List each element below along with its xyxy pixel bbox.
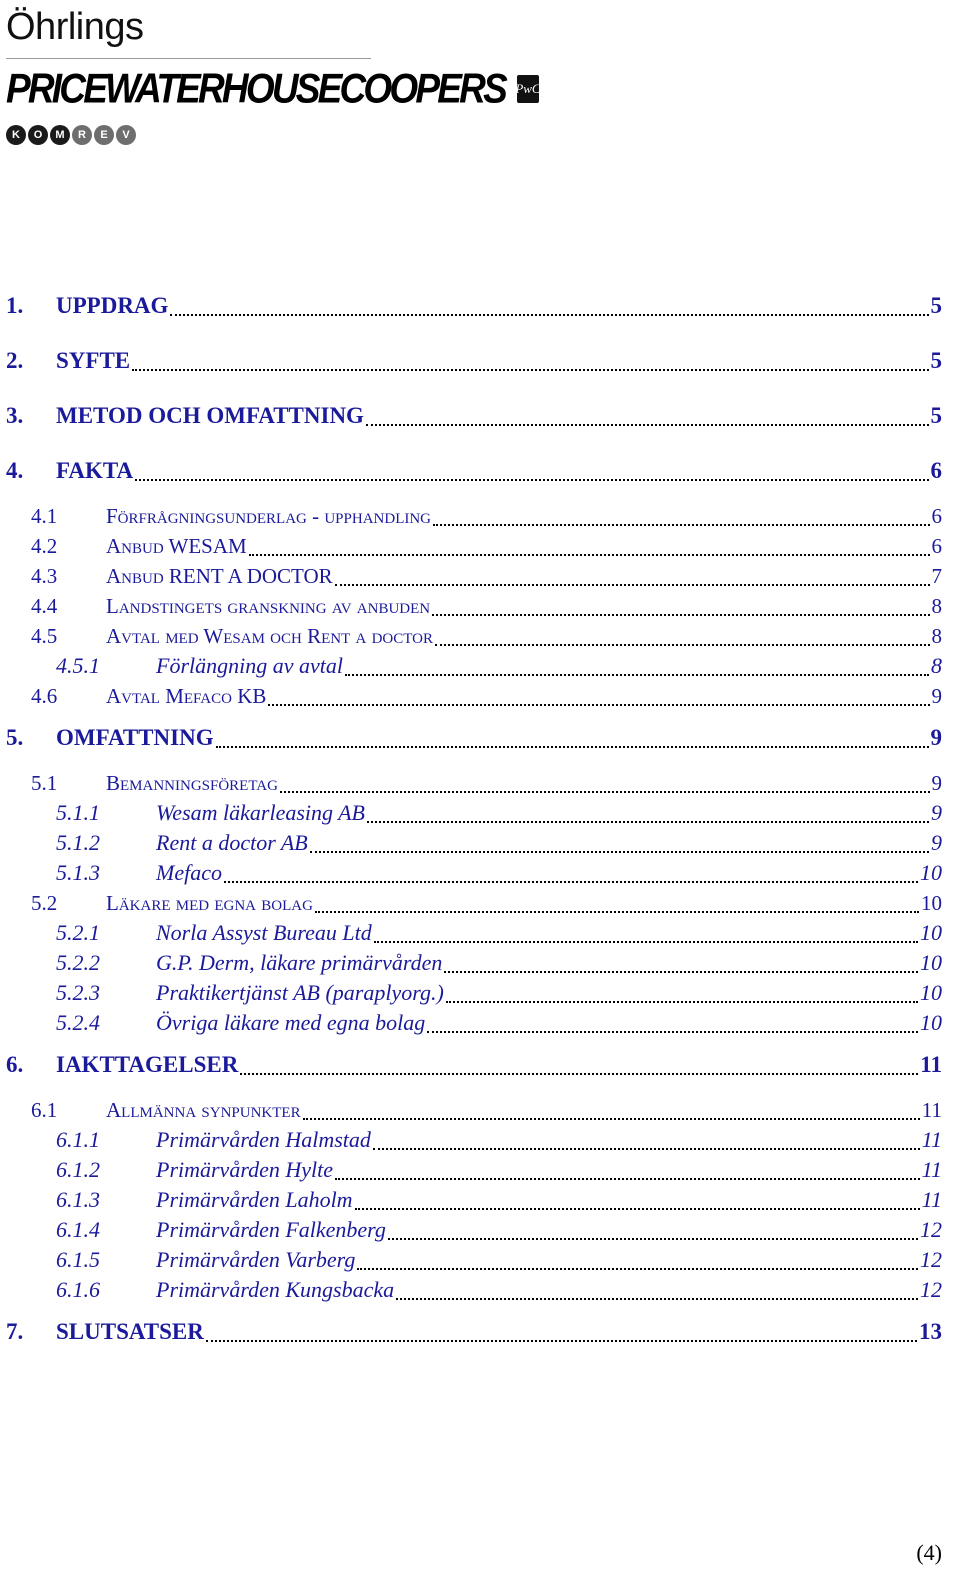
brand-mark-icon: PwC — [517, 75, 539, 103]
toc-entry-title[interactable]: Anbud WESAM — [106, 534, 247, 558]
toc-dot-leader — [433, 524, 929, 526]
toc-dot-leader — [374, 941, 918, 943]
toc-entry-title[interactable]: Förfrågningsunderlag - upphandling — [106, 504, 432, 528]
toc-entry[interactable] — [0, 623, 960, 655]
toc-entry-page: 10 — [920, 980, 942, 1005]
toc-entry-title[interactable]: SYFTE — [56, 348, 131, 373]
toc-entry-number[interactable]: 4.1 — [31, 504, 58, 528]
toc-entry-page: 10 — [920, 1010, 942, 1035]
toc-entry-page: 5 — [930, 403, 942, 428]
toc-dot-leader — [446, 1001, 918, 1003]
toc-entry-number[interactable]: 5.1.1 — [56, 800, 100, 825]
komrev-letter: E — [94, 125, 114, 145]
toc-entry[interactable] — [0, 770, 960, 802]
toc-dot-leader — [224, 881, 918, 883]
toc-entry-title[interactable]: Anbud RENT A DOCTOR — [106, 564, 333, 588]
komrev-letter: M — [50, 125, 70, 145]
toc-entry-number[interactable]: 5.2.3 — [56, 980, 100, 1005]
page-number: (4) — [916, 1540, 942, 1565]
toc-dot-leader — [335, 584, 930, 586]
toc-entry-title[interactable]: Allmänna synpunkter — [106, 1098, 301, 1122]
toc-entry-number[interactable]: 5.1.3 — [56, 860, 100, 885]
toc-entry[interactable] — [0, 1052, 960, 1084]
toc-entry[interactable] — [0, 800, 960, 832]
toc-entry-page: 6 — [930, 458, 942, 483]
toc-entry-title[interactable]: Primärvården Laholm — [156, 1187, 353, 1212]
toc-dot-leader — [345, 674, 929, 676]
toc-entry-page: 11 — [921, 1187, 942, 1212]
toc-entry-number[interactable]: 5.1 — [31, 771, 58, 795]
toc-entry-title[interactable]: METOD OCH OMFATTNING — [56, 403, 364, 428]
toc-entry-number[interactable]: 6. — [6, 1052, 24, 1077]
toc-entry[interactable] — [0, 403, 960, 435]
komrev-letter: V — [116, 125, 136, 145]
toc-entry-page: 7 — [931, 564, 942, 588]
toc-dot-leader — [435, 644, 930, 646]
toc-dot-leader — [444, 971, 918, 973]
toc-entry[interactable] — [0, 1097, 960, 1129]
toc-entry-number[interactable]: 4.5.1 — [56, 653, 100, 678]
toc-entry-page: 8 — [931, 624, 942, 648]
toc-dot-leader — [427, 1031, 918, 1033]
toc-dot-leader — [132, 369, 928, 371]
toc-entry[interactable] — [0, 860, 960, 892]
toc-entry-page: 12 — [920, 1277, 942, 1302]
toc-entry[interactable] — [0, 920, 960, 952]
komrev-letter: O — [28, 125, 48, 145]
toc-entry-number[interactable]: 1. — [6, 293, 24, 318]
toc-entry-title[interactable]: Bemanningsföretag — [106, 771, 278, 795]
toc-entry-title[interactable]: Landstingets granskning av anbuden — [106, 594, 431, 618]
toc-dot-leader — [310, 851, 929, 853]
toc-entry-title[interactable]: Primärvården Halmstad — [156, 1127, 371, 1152]
toc-entry[interactable] — [0, 563, 960, 595]
toc-entry[interactable] — [0, 653, 960, 685]
toc-entry-title[interactable]: Avtal Mefaco KB — [106, 684, 267, 708]
toc-entry-title[interactable]: Förlängning av avtal — [156, 653, 343, 678]
toc-entry-number[interactable]: 4.4 — [31, 594, 58, 618]
toc-entry[interactable] — [0, 830, 960, 862]
company-logo-text: Öhrlings — [6, 6, 144, 48]
toc-entry-number[interactable]: 6.1 — [31, 1098, 58, 1122]
brand-wordmark: PRICEWATERHOUSECOOPERS — [6, 65, 505, 112]
toc-entry-number[interactable]: 5.2.1 — [56, 920, 100, 945]
toc-entry-page: 5 — [930, 293, 942, 318]
toc-entry-title[interactable]: SLUTSATSER — [56, 1319, 204, 1344]
komrev-letter: R — [72, 125, 92, 145]
toc-entry-number[interactable]: 5.1.2 — [56, 830, 100, 855]
toc-entry-page: 10 — [920, 950, 942, 975]
toc-entry-number[interactable]: 6.1.5 — [56, 1247, 100, 1272]
toc-entry-number[interactable]: 4.5 — [31, 624, 58, 648]
toc-entry[interactable] — [0, 348, 960, 380]
toc-entry[interactable] — [0, 1187, 960, 1219]
toc-entry-page: 5 — [930, 348, 942, 373]
toc-dot-leader — [206, 1340, 917, 1342]
toc-entry[interactable] — [0, 725, 960, 757]
toc-entry[interactable] — [0, 593, 960, 625]
toc-dot-leader — [315, 911, 919, 913]
toc-entry[interactable] — [0, 683, 960, 715]
toc-dot-leader — [216, 746, 929, 748]
toc-entry-title[interactable]: OMFATTNING — [56, 725, 214, 750]
toc-dot-leader — [249, 554, 930, 556]
toc-entry-page: 10 — [921, 891, 942, 915]
letterhead — [6, 4, 541, 145]
toc-entry-number[interactable]: 4.3 — [31, 564, 58, 588]
toc-entry-page: 6 — [931, 534, 942, 558]
toc-entry-page: 11 — [920, 1052, 942, 1077]
toc-dot-leader — [432, 614, 929, 616]
toc-entry-number[interactable]: 5.2 — [31, 891, 58, 915]
toc-entry-page: 13 — [919, 1319, 942, 1344]
toc-entry-page: 11 — [921, 1157, 942, 1182]
toc-entry-page: 11 — [921, 1098, 942, 1122]
toc-entry-title[interactable]: UPPDRAG — [56, 293, 169, 318]
toc-entry-title[interactable]: Wesam läkarleasing AB — [156, 800, 365, 825]
toc-dot-leader — [268, 704, 929, 706]
toc-entry-title[interactable]: Avtal med Wesam och Rent a doctor — [106, 624, 433, 648]
toc-entry-title[interactable]: Norla Assyst Bureau Ltd — [156, 920, 372, 945]
toc-entry-number[interactable]: 4. — [6, 458, 24, 483]
komrev-letter: K — [6, 125, 26, 145]
toc-entry-number[interactable]: 7. — [6, 1319, 24, 1344]
toc-dot-leader — [170, 314, 928, 316]
toc-entry-title[interactable]: Primärvården Hylte — [156, 1157, 333, 1182]
toc-entry[interactable] — [0, 503, 960, 535]
toc-entry[interactable] — [0, 980, 960, 1012]
toc-entry-title[interactable]: Övriga läkare med egna bolag — [156, 1010, 426, 1035]
toc-entry-number[interactable]: 4.6 — [31, 684, 58, 708]
toc-entry[interactable] — [0, 1010, 960, 1042]
toc-entry-page: 11 — [921, 1127, 942, 1152]
toc-entry[interactable] — [0, 1157, 960, 1189]
toc-entry[interactable] — [0, 1277, 960, 1309]
toc-entry-page: 6 — [931, 504, 942, 528]
toc-dot-leader — [366, 424, 929, 426]
toc-entry[interactable] — [0, 950, 960, 982]
toc-entry[interactable] — [0, 890, 960, 922]
toc-entry-number[interactable]: 2. — [6, 348, 24, 373]
toc-entry-page: 8 — [931, 594, 942, 618]
toc-entry[interactable] — [0, 458, 960, 490]
komrev-logo — [6, 125, 376, 145]
toc-entry-number[interactable]: 6.1.6 — [56, 1277, 100, 1302]
toc-entry-page: 9 — [931, 684, 942, 708]
toc-dot-leader — [357, 1268, 918, 1270]
toc-dot-leader — [388, 1238, 918, 1240]
toc-entry-number[interactable]: 4.2 — [31, 534, 58, 558]
toc-entry-page: 9 — [930, 725, 942, 750]
toc-entry-title[interactable]: Primärvården Kungsbacka — [156, 1277, 395, 1302]
toc-entry-title[interactable]: Rent a doctor AB — [156, 830, 308, 855]
toc-entry-number[interactable]: 5.2.2 — [56, 950, 100, 975]
toc-entry[interactable] — [0, 1127, 960, 1159]
toc-entry-page: 12 — [920, 1247, 942, 1272]
toc-dot-leader — [335, 1178, 920, 1180]
toc-entry-title[interactable]: Läkare med egna bolag — [106, 891, 313, 915]
toc-entry[interactable] — [0, 293, 960, 325]
toc-entry-number[interactable]: 5. — [6, 725, 24, 750]
toc-dot-leader — [355, 1208, 920, 1210]
header-divider — [6, 58, 371, 59]
toc-dot-leader — [135, 479, 928, 481]
toc-entry[interactable] — [0, 533, 960, 565]
toc-entry-title[interactable]: Primärvården Varberg — [156, 1247, 356, 1272]
toc-entry-number[interactable]: 5.2.4 — [56, 1010, 100, 1035]
toc-dot-leader — [396, 1298, 918, 1300]
toc-dot-leader — [373, 1148, 920, 1150]
toc-entry-page: 9 — [931, 830, 942, 855]
toc-entry-number[interactable]: 6.1.3 — [56, 1187, 100, 1212]
toc-entry-page: 10 — [920, 860, 942, 885]
toc-entry-number[interactable]: 6.1.2 — [56, 1157, 100, 1182]
toc-dot-leader — [367, 821, 929, 823]
toc-entry-title[interactable]: Praktikertjänst AB (paraplyorg.) — [156, 980, 444, 1005]
toc-dot-leader — [280, 791, 930, 793]
toc-entry-number[interactable]: 6.1.1 — [56, 1127, 100, 1152]
toc-entry-page: 8 — [931, 653, 942, 678]
toc-entry-page: 12 — [920, 1217, 942, 1242]
toc-entry-title[interactable]: FAKTA — [56, 458, 134, 483]
toc-entry[interactable] — [0, 1247, 960, 1279]
toc-entry-page: 10 — [920, 920, 942, 945]
toc-entry-number[interactable]: 3. — [6, 403, 24, 428]
toc-entry-title[interactable]: G.P. Derm, läkare primärvården — [156, 950, 443, 975]
toc-entry[interactable] — [0, 1319, 960, 1351]
toc-entry-title[interactable]: IAKTTAGELSER — [56, 1052, 239, 1077]
toc-entry[interactable] — [0, 1217, 960, 1249]
brand-logo — [6, 65, 541, 112]
toc-entry-number[interactable]: 6.1.4 — [56, 1217, 100, 1242]
toc-entry-page: 9 — [931, 800, 942, 825]
toc-dot-leader — [303, 1118, 920, 1120]
toc-entry-title[interactable]: Mefaco — [156, 860, 222, 885]
toc-entry-title[interactable]: Primärvården Falkenberg — [156, 1217, 386, 1242]
toc-dot-leader — [240, 1073, 918, 1075]
toc-entry-page: 9 — [931, 771, 942, 795]
